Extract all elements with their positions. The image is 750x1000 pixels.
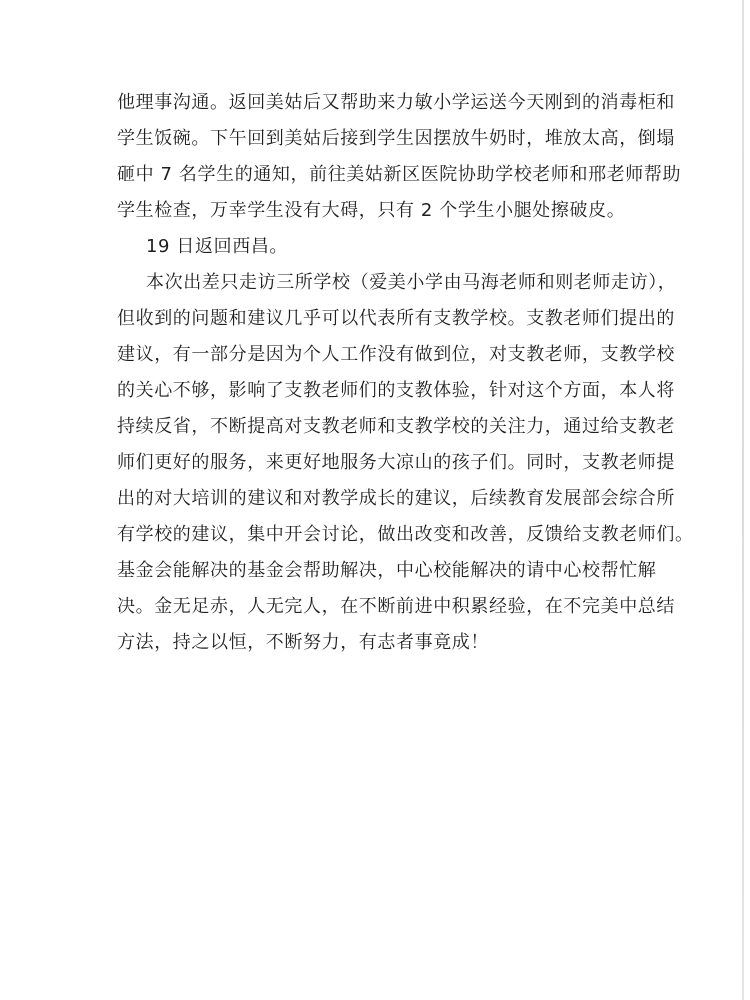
text-line: 19 日返回西昌。 bbox=[146, 236, 289, 257]
paragraph-2 bbox=[117, 229, 647, 265]
paragraph-3 bbox=[117, 265, 694, 661]
text-line: 学生检查，万幸学生没有大碍，只有 2 个学生小腿处擦破皮。 bbox=[117, 200, 626, 221]
text-line: 持续反省，不断提高对支教老师和支教学校的关注力，通过给支教老 bbox=[117, 416, 675, 437]
page-edge-shadow bbox=[742, 0, 744, 1000]
text-line: 决。金无足赤，人无完人，在不断前进中积累经验，在不完美中总结 bbox=[117, 596, 675, 617]
document-body bbox=[117, 85, 694, 661]
text-line: 学生饭碗。下午回到美姑后接到学生因摆放牛奶时，堆放太高，倒塌 bbox=[117, 128, 675, 149]
text-line: 师们更好的服务，来更好地服务大凉山的孩子们。同时，支教老师提 bbox=[117, 452, 675, 473]
text-line: 砸中 7 名学生的通知，前往美姑新区医院协助学校老师和邢老师帮助 bbox=[117, 164, 682, 185]
text-line: 建议，有一部分是因为个人工作没有做到位，对支教老师，支教学校 bbox=[117, 344, 675, 365]
text-line: 本次出差只走访三所学校（爱美小学由马海老师和则老师走访）， bbox=[146, 272, 677, 293]
text-line: 有学校的建议，集中开会讨论，做出改变和改善，反馈给支教老师们。 bbox=[117, 524, 694, 545]
text-line: 他理事沟通。返回美姑后又帮助来力敏小学运送今天刚到的消毒柜和 bbox=[117, 92, 675, 113]
text-line: 但收到的问题和建议几乎可以代表所有支教学校。支教老师们提出的 bbox=[117, 308, 675, 329]
text-line: 基金会能解决的基金会帮助解决，中心校能解决的请中心校帮忙解 bbox=[117, 560, 657, 581]
text-line: 出的对大培训的建议和对教学成长的建议，后续教育发展部会综合所 bbox=[117, 488, 675, 509]
text-line: 的关心不够，影响了支教老师们的支教体验，针对这个方面，本人将 bbox=[117, 380, 675, 401]
paragraph-1 bbox=[117, 85, 682, 229]
text-line: 方法，持之以恒，不断努力，有志者事竟成！ bbox=[117, 632, 489, 653]
